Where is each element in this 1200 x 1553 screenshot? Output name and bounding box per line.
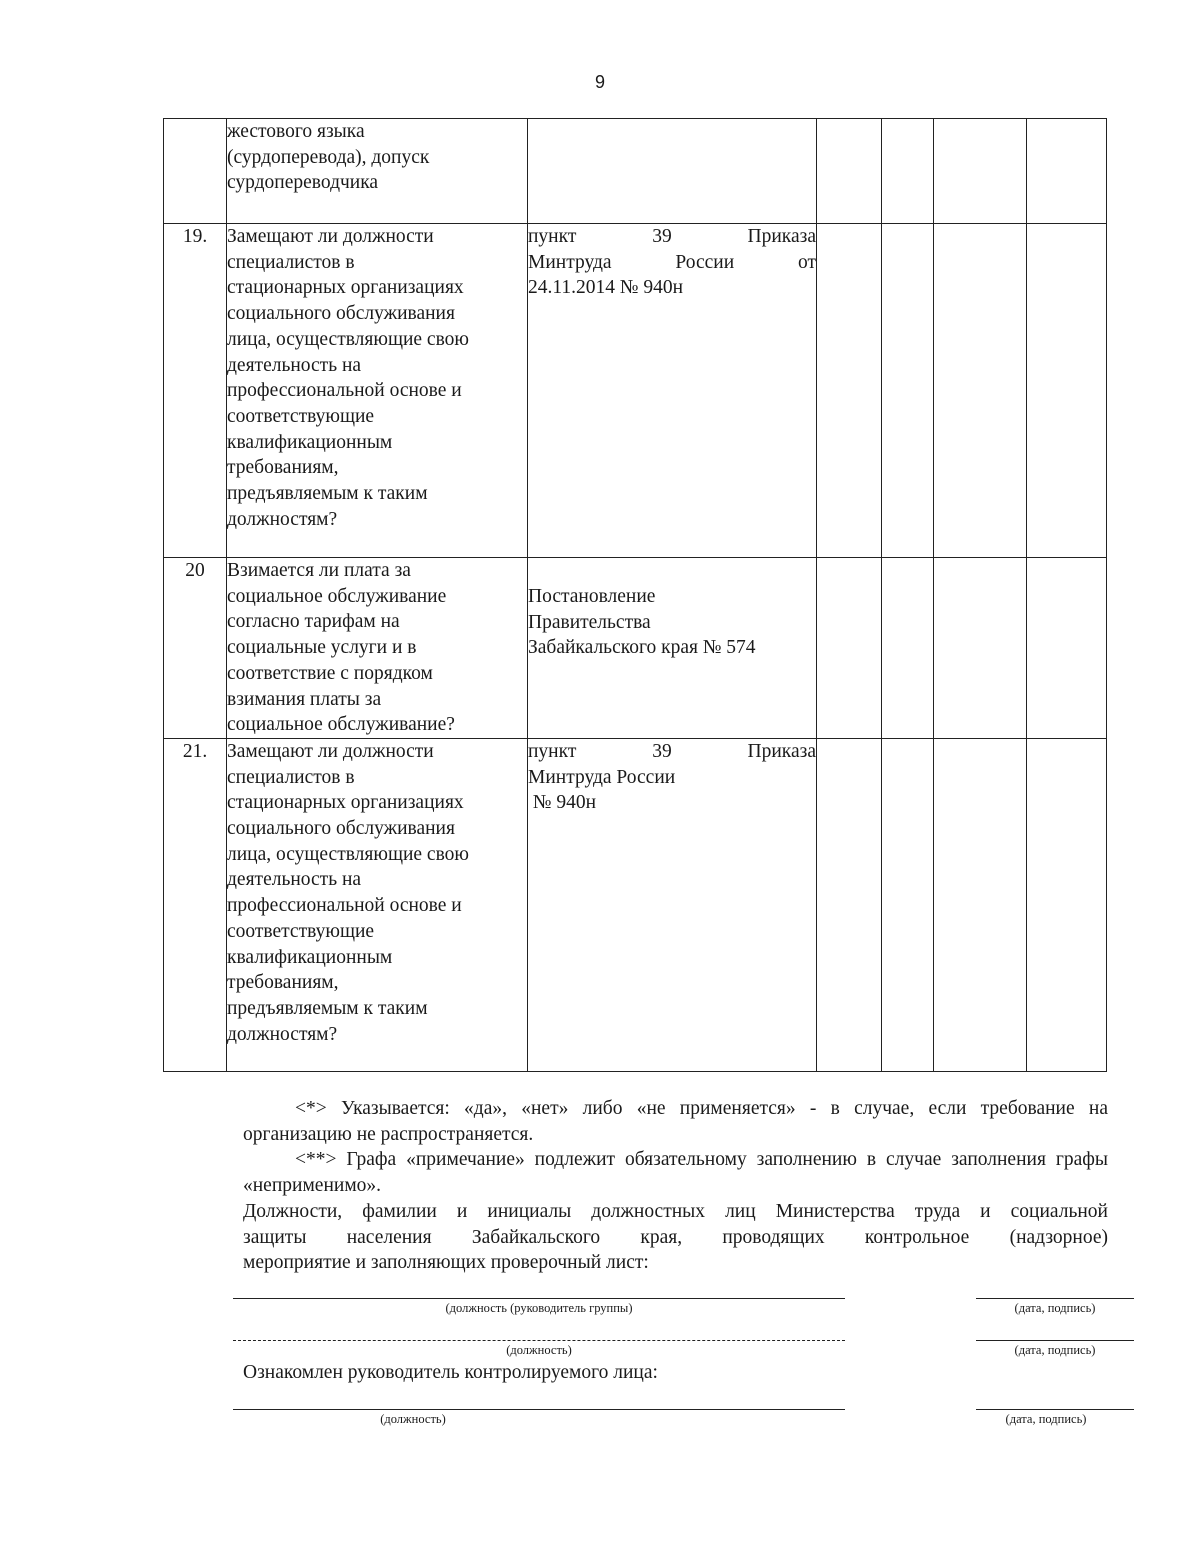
reference-cell xyxy=(528,558,817,739)
question-line: требованиям, xyxy=(227,972,339,994)
note-cell xyxy=(1027,738,1107,1071)
question-line: сурдопереводчика xyxy=(227,172,379,194)
answer-yes-cell xyxy=(817,224,882,558)
question-line: лица, осуществляющие свою xyxy=(227,843,469,865)
question-line: (сурдоперевода), допуск xyxy=(227,146,430,168)
answer-no-cell xyxy=(882,119,934,224)
question-line: должностям? xyxy=(227,1023,338,1045)
row-number: 19. xyxy=(164,224,227,558)
question-cell xyxy=(227,224,528,558)
reference-line: № 940н xyxy=(528,792,597,814)
answer-na-cell xyxy=(934,224,1027,558)
footnote-note-column: <**> Графа «примечание» подлежит обязательному заполнению в случае заполнения графы «неприменимо». xyxy=(243,1149,1108,1197)
caption-position-head: (должность (руководитель группы) xyxy=(445,1301,633,1315)
question-line: предъявляемым к таким xyxy=(227,483,428,505)
row-number: 21. xyxy=(164,738,227,1071)
answer-yes-cell xyxy=(817,738,882,1071)
question-cell xyxy=(227,119,528,224)
reference-line: 24.11.2014 № 940н xyxy=(528,277,684,299)
question-line: социальное обслуживание? xyxy=(227,714,455,736)
answer-na-cell xyxy=(934,738,1027,1071)
checklist-table xyxy=(163,118,1107,1072)
question-line: требованиям, xyxy=(227,457,339,479)
answer-no-cell xyxy=(882,224,934,558)
question-cell xyxy=(227,738,528,1071)
reference-line: Минтруда России xyxy=(528,766,676,788)
question-line: соответствие с порядком xyxy=(227,662,433,684)
caption-position-2: (должность) xyxy=(506,1343,572,1357)
signature-line-position-head xyxy=(233,1298,845,1299)
note-cell xyxy=(1027,224,1107,558)
question-line: специалистов в xyxy=(227,766,355,788)
reference-line: Забайкальского края № 574 xyxy=(528,637,756,659)
table-row xyxy=(164,119,1107,224)
question-line: Взимается ли плата за xyxy=(227,560,411,581)
question-line: профессиональной основе и xyxy=(227,380,462,402)
question-line: профессиональной основе и xyxy=(227,895,462,917)
question-line: деятельность на xyxy=(227,869,362,891)
caption-position-3: (должность) xyxy=(380,1412,446,1426)
question-line: соответствующие xyxy=(227,920,375,942)
question-line: должностям? xyxy=(227,508,338,530)
reference-line: пункт 39 Приказа xyxy=(528,226,816,247)
question-line: стационарных организациях xyxy=(227,277,464,299)
reference-cell xyxy=(528,738,817,1071)
caption-date-3: (дата, подпись) xyxy=(1005,1412,1087,1426)
answer-no-cell xyxy=(882,558,934,739)
answer-yes-cell xyxy=(817,119,882,224)
question-line: стационарных организациях xyxy=(227,792,464,814)
reference-cell xyxy=(528,119,817,224)
footnote-answer-options: <*> Указывается: «да», «нет» либо «не применяется» - в случае, если требование на организацию не распространяется. xyxy=(243,1098,1108,1145)
answer-no-cell xyxy=(882,738,934,1071)
question-line: социальное обслуживание xyxy=(227,585,447,607)
question-line: жестового языка xyxy=(227,121,365,142)
signature-line-date-3 xyxy=(976,1409,1134,1410)
signature-line-position-2 xyxy=(233,1340,845,1341)
reference-line: пункт 39 Приказа xyxy=(528,740,816,762)
acknowledged-text: Ознакомлен руководитель контролируемого лица: xyxy=(243,1362,658,1383)
table-row xyxy=(164,738,1107,1071)
question-line: социального обслуживания xyxy=(227,303,455,325)
question-cell xyxy=(227,558,528,739)
officials-text-line: защиты населения Забайкальского края, проводящих контрольное (надзорное) xyxy=(243,1226,1108,1248)
page-number: 9 xyxy=(594,72,605,92)
officials-text-line: Должности, фамилии и инициалы должностных лиц Министерства труда и социальной xyxy=(243,1200,1108,1222)
reference-line: Правительства xyxy=(528,611,651,633)
question-line: согласно тарифам на xyxy=(227,611,400,633)
question-line: Замещают ли должности xyxy=(227,226,434,247)
signature-line-position-3 xyxy=(233,1409,845,1410)
officials-text-line: мероприятие и заполняющих проверочный лист: xyxy=(243,1252,649,1274)
answer-yes-cell xyxy=(817,558,882,739)
question-line: квалификационным xyxy=(227,431,393,453)
reference-cell xyxy=(528,224,817,558)
question-line: специалистов в xyxy=(227,251,355,273)
answer-na-cell xyxy=(934,119,1027,224)
table-row xyxy=(164,224,1107,558)
question-line: деятельность на xyxy=(227,354,362,376)
row-number xyxy=(164,119,227,224)
note-cell xyxy=(1027,119,1107,224)
question-line: предъявляемым к таким xyxy=(227,997,428,1019)
table-row xyxy=(164,558,1107,739)
caption-date-2: (дата, подпись) xyxy=(1014,1343,1096,1357)
row-number: 20 xyxy=(164,558,227,739)
question-line: социальные услуги и в xyxy=(227,637,417,659)
question-line: взимания платы за xyxy=(227,688,382,710)
signature-line-date-1 xyxy=(976,1298,1134,1299)
note-cell xyxy=(1027,558,1107,739)
reference-line: Постановление xyxy=(528,586,656,607)
signature-line-date-2 xyxy=(976,1340,1134,1341)
question-line: лица, осуществляющие свою xyxy=(227,328,469,350)
question-line: соответствующие xyxy=(227,405,375,427)
question-line: социального обслуживания xyxy=(227,818,455,840)
answer-na-cell xyxy=(934,558,1027,739)
question-line: Замещают ли должности xyxy=(227,740,434,762)
question-line: квалификационным xyxy=(227,946,393,968)
caption-date-1: (дата, подпись) xyxy=(1014,1301,1096,1315)
footnotes xyxy=(243,1096,1108,1276)
reference-line: Минтруда России от xyxy=(528,251,816,273)
